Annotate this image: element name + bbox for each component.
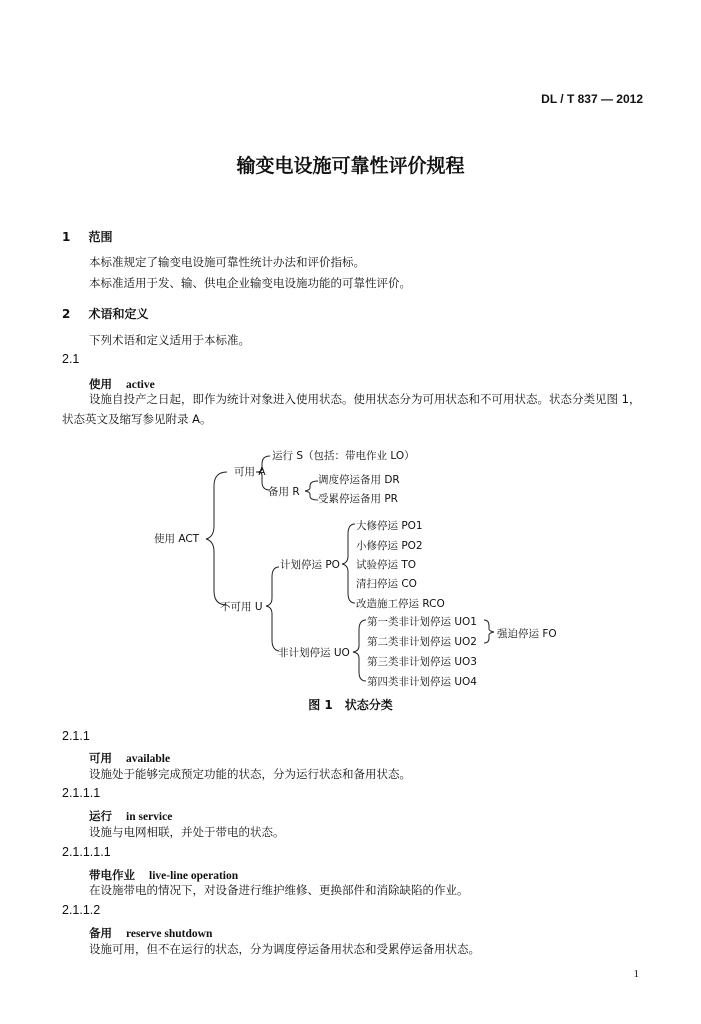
node-forced: 强迫停运 FO [497,628,557,640]
paragraph: 下列术语和定义适用于本标准。 [89,333,250,347]
section-title: 范围 [88,230,113,244]
definition: 设施处于能够完成预定功能的状态，分为运行状态和备用状态。 [89,767,411,781]
node-available: 可用 A [234,466,266,478]
clause-number: 2.1.1.1.1 [62,845,111,859]
term-en: active [126,379,155,391]
clause-number: 2.1.1 [62,729,90,743]
clause-number: 2.1.1.1 [62,786,101,800]
standard-code: DL / T 837 — 2012 [541,92,643,106]
term-en: available [126,753,171,765]
paragraph: 本标准规定了输变电设施可靠性统计办法和评价指标。 [89,255,365,269]
paragraph: 本标准适用于发、输、供电企业输变电设施功能的可靠性评价。 [89,276,411,290]
node-unplanned-uo1: 第一类非计划停运 UO1 [367,616,477,628]
node-reserve-dr: 调度停运备用 DR [318,474,400,486]
node-reserve-pr: 受累停运备用 PR [318,493,398,505]
node-unavailable: 不可用 U [220,601,263,613]
term-zh: 使用 [89,377,112,391]
node-unplanned-uo3: 第三类非计划停运 UO3 [367,656,477,668]
node-active: 使用 ACT [154,533,200,545]
brace-planned [342,524,355,603]
figure-caption: 图 1 状态分类 [308,698,393,712]
clause-number: 2.1.1.2 [62,903,101,917]
node-unplanned: 非计划停运 UO [278,647,350,659]
term-line [89,864,238,883]
node-planned-po1: 大修停运 PO1 [356,520,423,532]
section-number: 1 [62,230,71,244]
node-planned-co: 清扫停运 CO [356,578,417,590]
node-unplanned-uo4: 第四类非计划停运 UO4 [367,676,477,688]
term-en: in service [126,811,173,823]
term-zh: 可用 [89,751,112,765]
node-unplanned-uo2: 第二类非计划停运 UO2 [367,636,477,648]
definition: 在设施带电的情况下，对设备进行维护维修、更换部件和消除缺陷的作业。 [89,883,469,897]
term-zh: 带电作业 [89,868,135,882]
node-running: 运行 S（包括：带电作业 LO） [272,450,415,462]
brace-forced [484,620,494,643]
definition: 设施可用，但不在运行的状态，分为调度停运备用状态和受累停运备用状态。 [89,942,480,956]
term-line [89,922,212,941]
node-planned-to: 试验停运 TO [356,559,417,571]
node-planned-po2: 小修停运 PO2 [356,540,423,552]
term-en: live-line operation [149,870,239,882]
node-planned-rco: 改造施工停运 RCO [356,598,445,610]
brace-reserve [305,481,318,500]
term-en: reserve shutdown [126,928,213,940]
section-number: 2 [62,307,71,321]
term-line [89,805,172,824]
brace-root [206,472,227,605]
brace-unavailable [266,567,279,651]
term-zh: 备用 [89,926,112,940]
definition: 设施自投产之日起，即作为统计对象进入使用状态。使用状态分为可用状态和不可用状态。状态分类见图 1，状态英文及缩写参见附录 A。 [62,392,641,426]
node-planned: 计划停运 PO [280,559,340,571]
term-line [89,747,170,766]
definition: 设施与电网相联，并处于带电的状态。 [89,825,285,839]
term-zh: 运行 [89,809,112,823]
clause-number: 2.1 [62,352,80,366]
node-reserve: 备用 R [268,486,300,498]
document-title: 输变电设施可靠性评价规程 [236,155,465,177]
section-title: 术语和定义 [88,307,149,321]
page-number: 1 [633,968,639,980]
brace-unplanned [353,620,366,681]
